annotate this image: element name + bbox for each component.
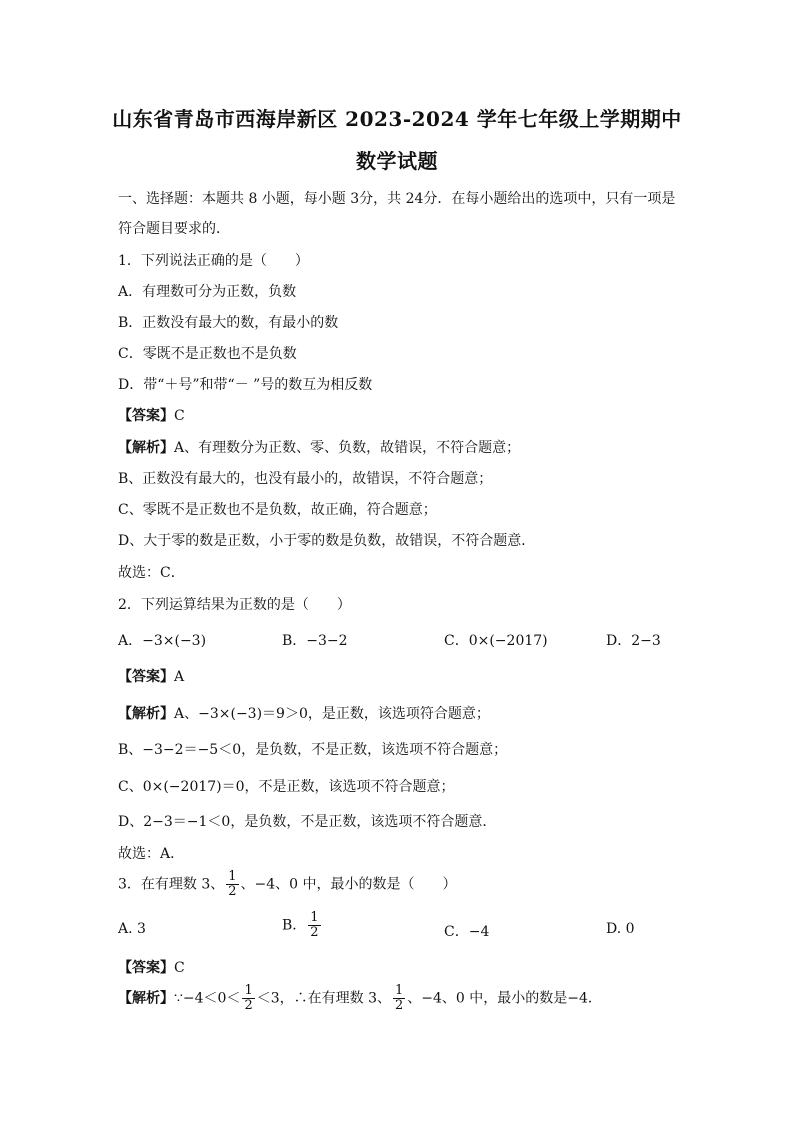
fraction-one-half (308, 911, 320, 940)
fraction-numerator: 1 (244, 983, 253, 998)
stem-text: 、−4、0 中，最小的数是（ ） (240, 876, 457, 893)
fraction-denominator: 2 (244, 998, 253, 1013)
analysis-text: ∵−4＜0＜ (174, 990, 241, 1007)
analysis-text: A、有理数分为正数、零、负数，故错误，不符合题意； (174, 440, 521, 456)
fraction-numerator: 1 (228, 869, 237, 884)
fraction-one-half (242, 984, 254, 1013)
document-title: 山东省青岛市西海岸新区 2023-2024 学年七年级上学期期中 (112, 107, 682, 131)
fraction-numerator: 1 (310, 910, 319, 925)
q2-option-d: D．2−3 (606, 633, 661, 649)
q1-conclusion: 故选：C． (118, 565, 185, 581)
fraction-denominator: 2 (228, 884, 237, 899)
q2-stem: 2．下列运算结果为正数的是（ ） (118, 597, 351, 613)
analysis-text: A、−3×(−3)＝9＞0，是正数，该选项符合题意； (174, 706, 490, 722)
fraction-denominator: 2 (395, 998, 404, 1013)
answer-label: 【答案】 (118, 408, 174, 424)
q1-answer (118, 405, 185, 425)
q1-analysis-d: D、大于零的数是正数，小于零的数是负数，故错误，不符合题意． (118, 533, 536, 549)
q3-option-c: C．−4 (444, 924, 490, 940)
fraction-one-half (226, 870, 238, 899)
q2-analysis-d: D、2−3＝−1＜0，是负数，不是正数，该选项不符合题意． (118, 814, 497, 830)
answer-value: C (174, 960, 185, 976)
fraction-one-half (393, 984, 405, 1013)
analysis-label: 【解析】 (118, 990, 174, 1007)
q2-option-b: B．−3−2 (282, 633, 348, 649)
document-subtitle: 数学试题 (356, 149, 438, 173)
q2-answer (118, 666, 184, 686)
q2-option-c: C．0×(−2017) (444, 633, 548, 649)
answer-label: 【答案】 (118, 669, 174, 685)
q1-analysis-a (118, 437, 520, 457)
answer-value: C (174, 408, 185, 424)
q3-option-d: D. 0 (606, 921, 635, 937)
q3-option-b (282, 911, 323, 940)
q3-answer (118, 957, 185, 977)
q2-analysis-a (118, 703, 490, 723)
q3-analysis (118, 984, 602, 1013)
stem-text: 3．在有理数 3、 (118, 876, 225, 893)
answer-label: 【答案】 (118, 960, 174, 976)
analysis-text: ＜3，∴在有理数 3、 (256, 990, 391, 1007)
section-heading: 一、选择题：本题共 8 小题，每小题 3分，共 24分．在每小题给出的选项中，只有一项是 (118, 191, 676, 207)
q2-conclusion: 故选：A． (118, 846, 185, 862)
q1-stem: 1．下列说法正确的是（ ） (118, 253, 309, 269)
answer-value: A (174, 669, 185, 685)
q2-analysis-c: C、0×(−2017)＝0，不是正数，该选项不符合题意； (118, 779, 455, 795)
q3-stem (118, 870, 457, 899)
q3-option-a: A. 3 (118, 921, 146, 937)
q2-analysis-b: B、−3−2＝−5＜0，是负数，不是正数，该选项不符合题意； (118, 742, 508, 758)
q1-option-b: B．正数没有最大的数，有最小的数 (118, 315, 339, 331)
analysis-label: 【解析】 (118, 706, 174, 722)
section-heading-cont: 符合题目要求的． (118, 221, 230, 237)
q1-option-d: D．带“＋号”和带“－ ”号的数互为相反数 (118, 377, 373, 393)
analysis-text: 、−4、0 中，最小的数是−4． (407, 990, 602, 1007)
q2-option-a: A．−3×(−3) (118, 633, 207, 649)
q1-analysis-c: C、零既不是正数也不是负数，故正确，符合题意； (118, 502, 437, 518)
analysis-label: 【解析】 (118, 440, 174, 456)
option-label: B． (282, 917, 307, 934)
q1-option-c: C．零既不是正数也不是负数 (118, 346, 297, 362)
fraction-denominator: 2 (310, 925, 319, 940)
q1-option-a: A．有理数可分为正数，负数 (118, 284, 297, 300)
fraction-numerator: 1 (395, 983, 404, 998)
q1-analysis-b: B、正数没有最大的，也没有最小的，故错误，不符合题意； (118, 471, 493, 487)
